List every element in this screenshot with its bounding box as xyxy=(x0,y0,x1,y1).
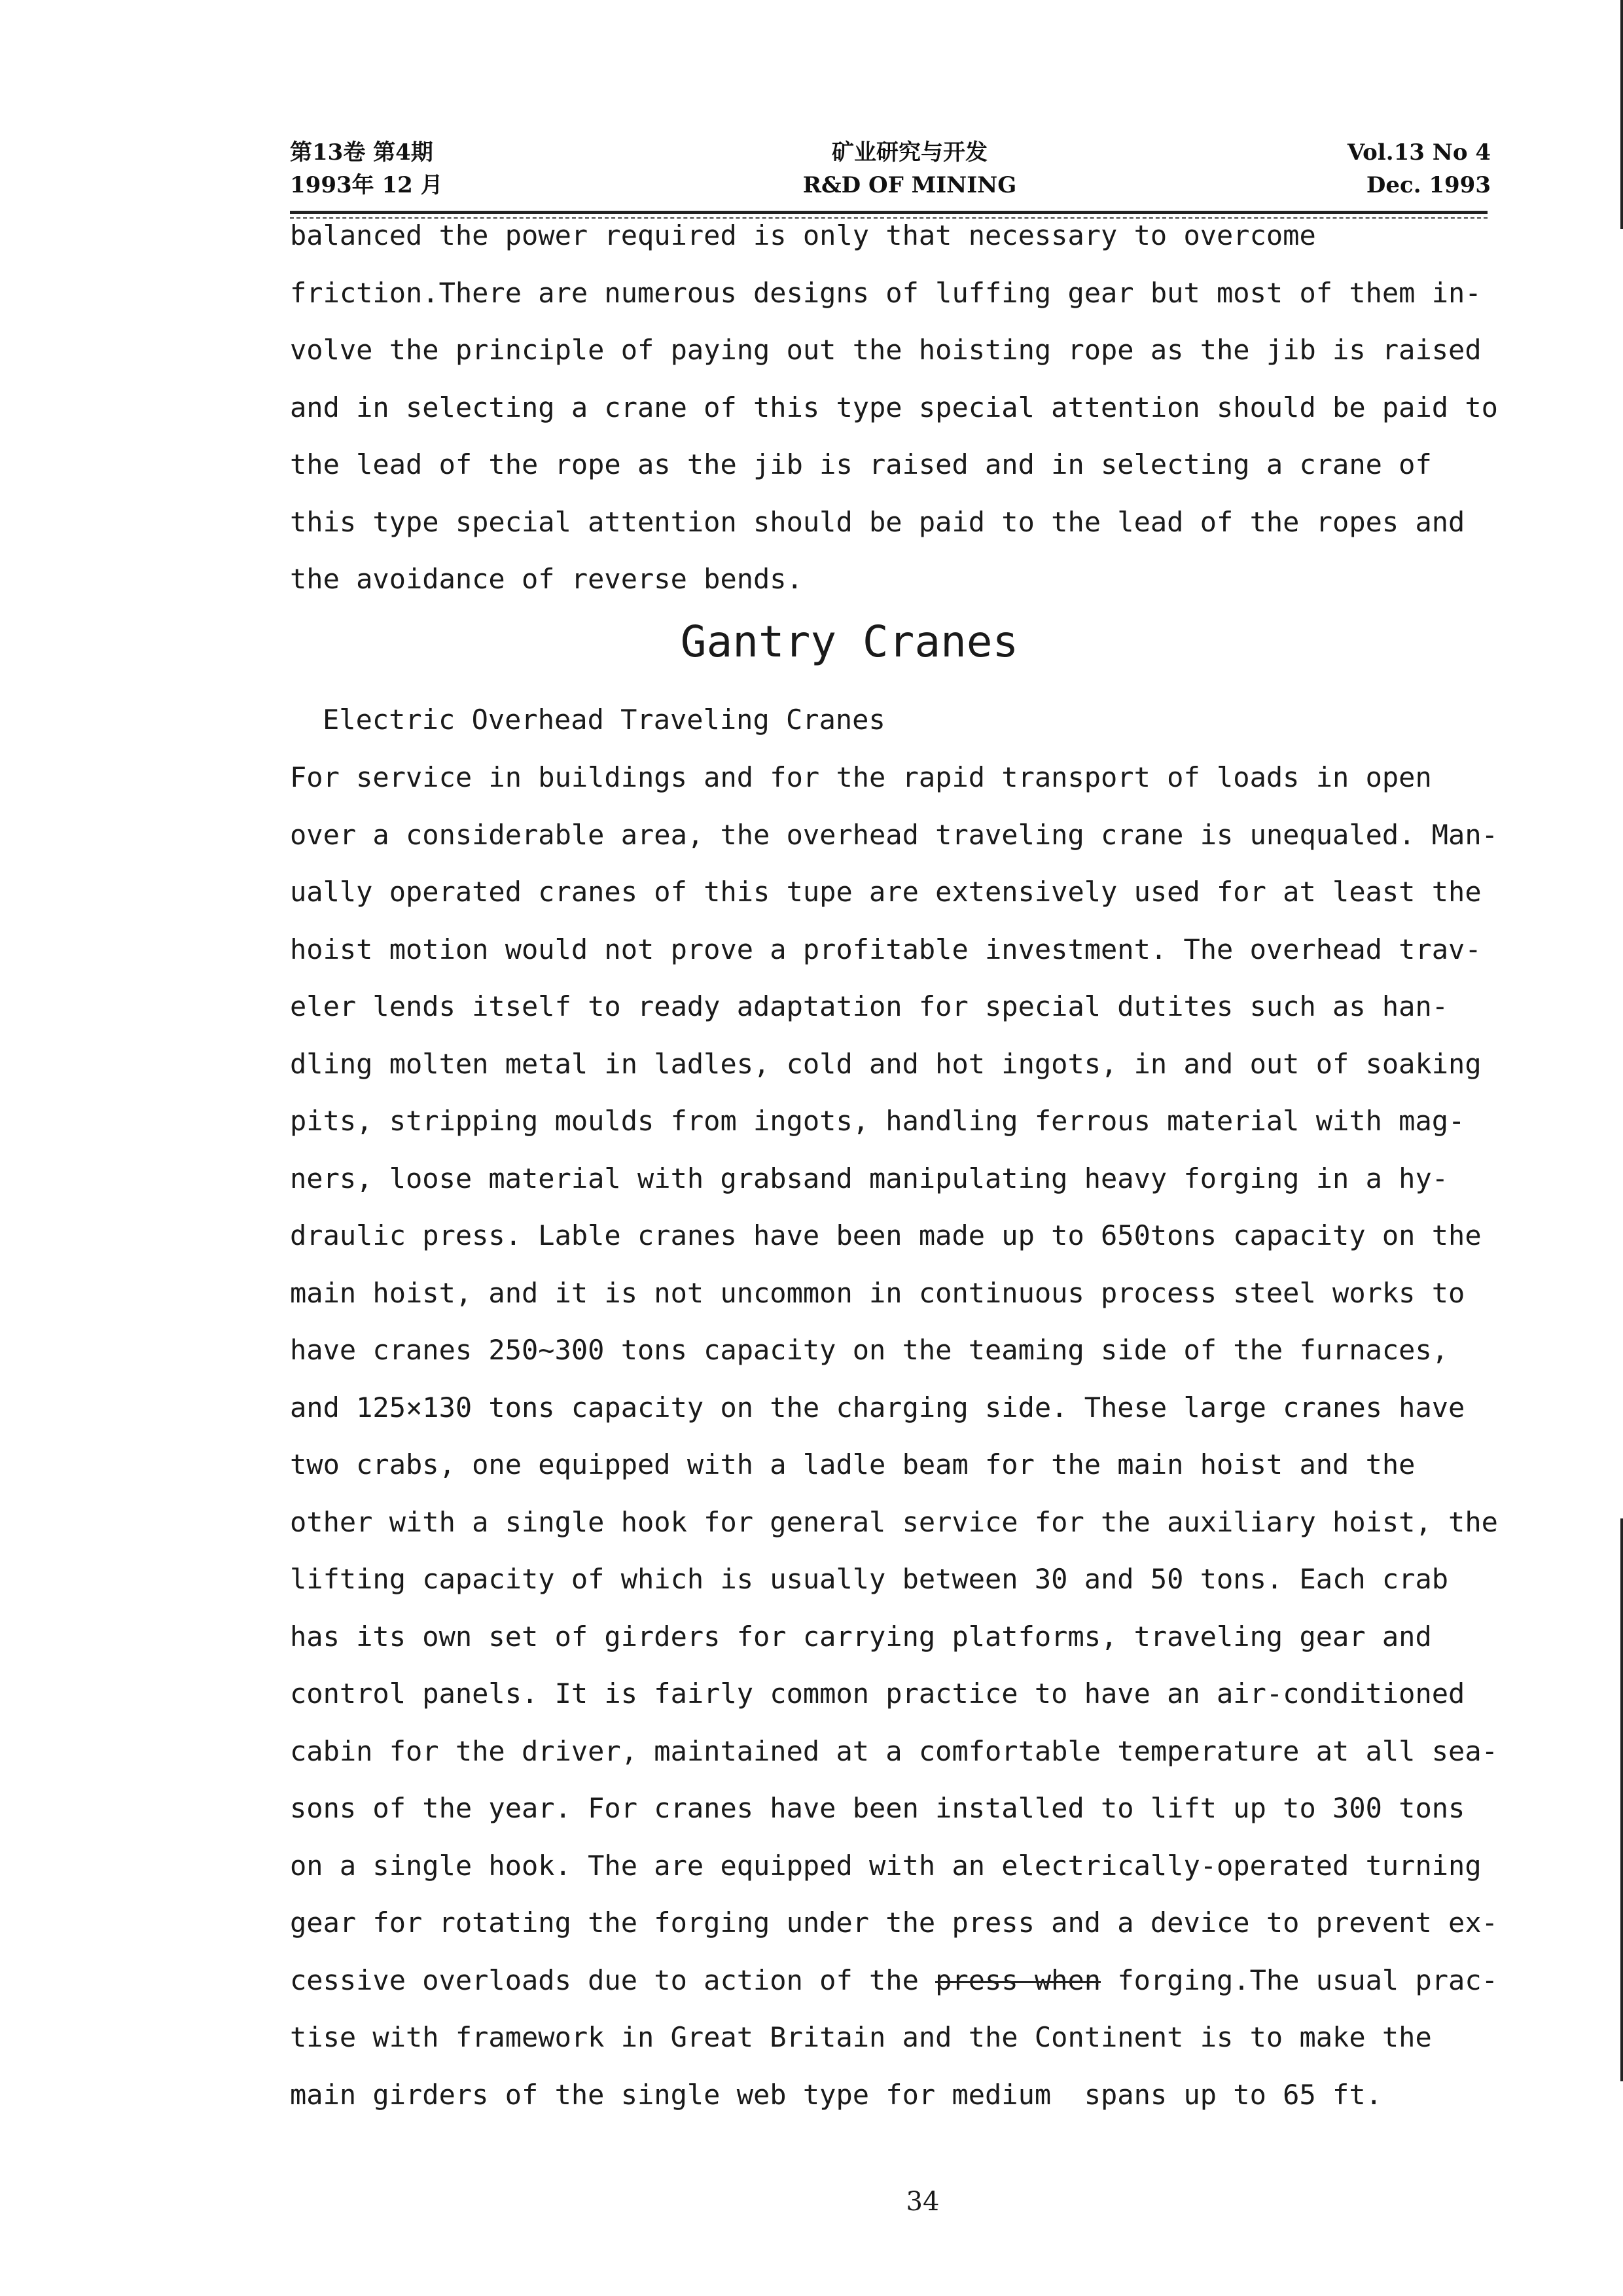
journal-title-chinese: 矿业研究与开发 xyxy=(832,139,988,166)
text-line: ually operated cranes of this tupe are extensively used for at least the xyxy=(290,876,1482,908)
text-line: pits, stripping moulds from ingots, handling ferrous material with mag- xyxy=(290,1105,1465,1137)
volume-issue-english: Vol.13 No 4 xyxy=(1347,139,1491,166)
volume-issue: 第13卷 第4期 xyxy=(290,139,433,166)
text-after-strike: forging.The usual prac- xyxy=(1101,1964,1498,1996)
text-line: two crabs, one equipped with a ladle beam for the main hoist and the xyxy=(290,1448,1416,1480)
page-number: 34 xyxy=(906,2187,940,2217)
text-line: eler lends itself to ready adaptation for special dutites such as han- xyxy=(290,990,1449,1022)
text-line: the lead of the rope as the jib is raised and in selecting a crane of xyxy=(290,448,1432,480)
text-line: main hoist, and it is not uncommon in continuous process steel works to xyxy=(290,1276,1465,1309)
issue-date: 1993年 12 月 xyxy=(290,172,443,198)
text-line: lifting capacity of which is usually between 30 and 50 tons. Each crab xyxy=(290,1563,1449,1595)
text-line-with-strikethrough xyxy=(290,1952,1498,2009)
scan-edge-mark xyxy=(1620,0,1623,229)
scan-edge-mark xyxy=(1620,1518,1623,2081)
journal-title xyxy=(654,136,1165,202)
text-line: ners, loose material with grabsand manipulating heavy forging in a hy- xyxy=(290,1162,1449,1194)
text-line: dling molten metal in ladles, cold and hot ingots, in and out of soaking xyxy=(290,1047,1482,1080)
text-line: cabin for the driver, maintained at a comfortable temperature at all sea- xyxy=(290,1734,1498,1767)
journal-volume-info xyxy=(290,136,443,202)
text-before-strike: cessive overloads due to action of the xyxy=(290,1964,936,1996)
text-line: volve the principle of paying out the hoisting rope as the jib is raised xyxy=(290,334,1482,366)
journal-volume-info-english xyxy=(1309,136,1491,202)
text-line: has its own set of girders for carrying platforms, traveling gear and xyxy=(290,1620,1432,1653)
text-line: main girders of the single web type for medium spans up to 65 ft. xyxy=(290,2078,1382,2111)
issue-date-english: Dec. 1993 xyxy=(1366,172,1491,198)
text-line: balanced the power required is only that necessary to overcome xyxy=(290,219,1316,251)
text-line: have cranes 250~300 tons capacity on the teaming side of the furnaces, xyxy=(290,1334,1449,1366)
text-line: sons of the year. For cranes have been installed to lift up to 300 tons xyxy=(290,1792,1465,1824)
text-line: hoist motion would not prove a profitable investment. The overhead trav- xyxy=(290,933,1482,965)
paragraph-overhead-cranes xyxy=(290,749,1498,2123)
text-line: gear for rotating the forging under the press and a device to prevent ex- xyxy=(290,1907,1498,1939)
text-line: this type special attention should be paid to the lead of the ropes and xyxy=(290,505,1465,538)
text-line: and 125×130 tons capacity on the charging side. These large cranes have xyxy=(290,1391,1465,1424)
text-line: other with a single hook for general service for the auxiliary hoist, the xyxy=(290,1505,1498,1538)
struck-text: press when xyxy=(935,1964,1101,1996)
text-line: friction.There are numerous designs of luffing gear but most of them in- xyxy=(290,276,1482,309)
text-line: and in selecting a crane of this type special attention should be paid to xyxy=(290,391,1498,423)
subsection-title: Electric Overhead Traveling Cranes xyxy=(323,704,885,736)
text-line: on a single hook. The are equipped with an electrically-operated turning xyxy=(290,1849,1482,1882)
paragraph-luffing-gear xyxy=(290,207,1498,608)
text-line: the avoidance of reverse bends. xyxy=(290,563,803,595)
text-line: over a considerable area, the overhead traveling crane is unequaled. Man- xyxy=(290,818,1498,851)
section-title: Gantry Cranes xyxy=(680,617,1019,667)
journal-title-english: R&D OF MINING xyxy=(802,172,1017,198)
text-line: control panels. It is fairly common practice to have an air-conditioned xyxy=(290,1677,1465,1710)
text-line: tise with framework in Great Britain and the Continent is to make the xyxy=(290,2021,1432,2053)
text-line: For service in buildings and for the rapid transport of loads in open xyxy=(290,761,1432,793)
text-line: draulic press. Lable cranes have been made up to 650tons capacity on the xyxy=(290,1219,1482,1251)
